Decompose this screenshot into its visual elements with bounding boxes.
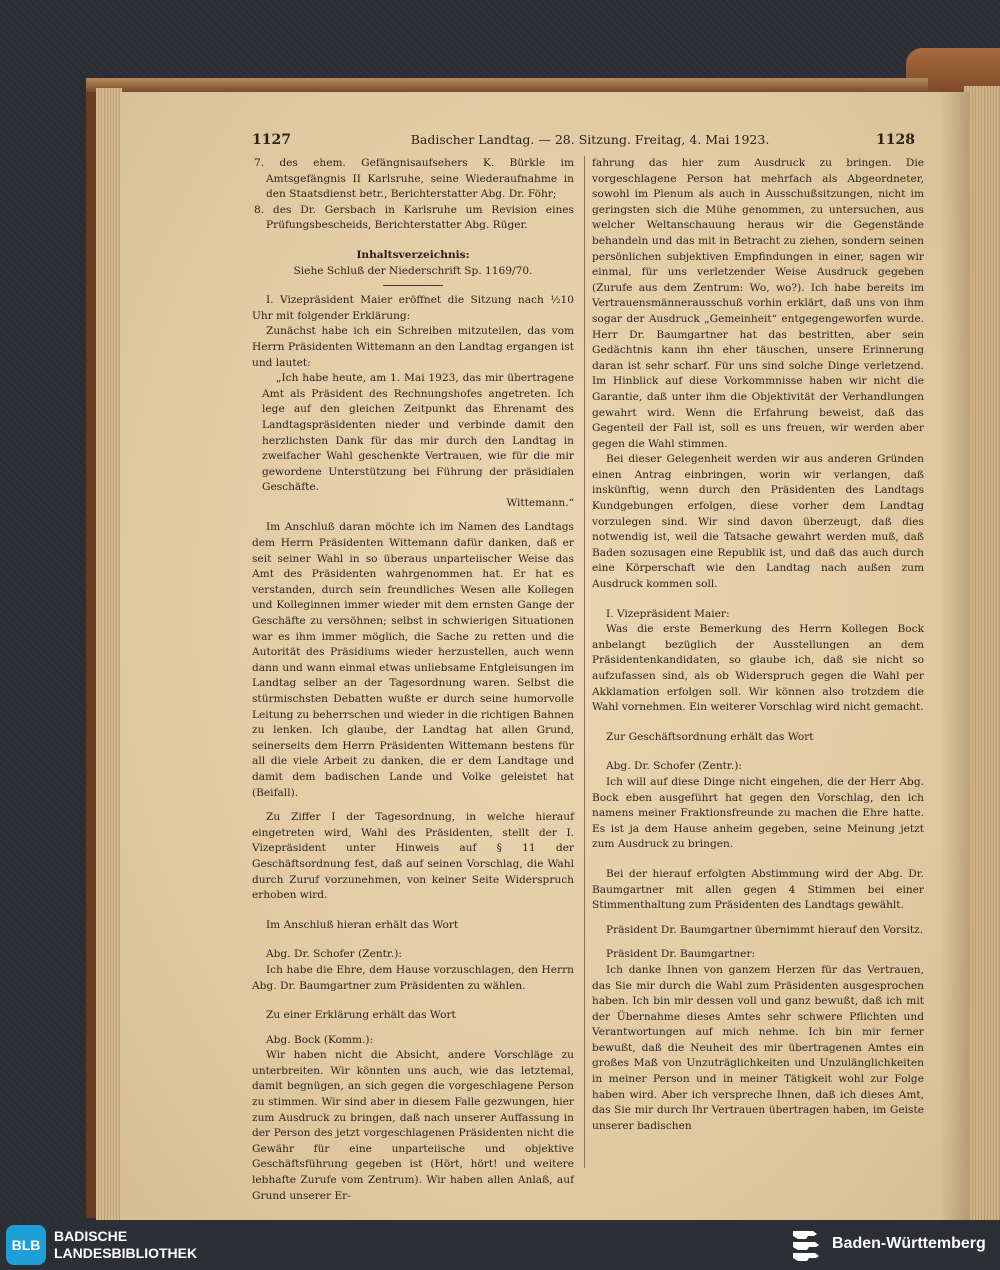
- page-stack-edge: [96, 88, 122, 1220]
- bock-statement-continued: fahrung das hier zum Ausdruck zu bringen. Die vorgeschlagene Person hat mehrfach als Abgeordneter, sowohl im Plenum als auch in Ausschußsitzungen, nicht im geringsten sich die Mühe genommen, zu untersuchen, aus welcher Weltanschauung heraus wir die Gegenstände behandeln und das mit in Betracht zu ziehen, sondern seinen persönlichen subjektiven Empfindungen in einer, sagen wir einmal, für uns verletzender Weise Ausdruck gegeben (Zurufe aus dem Zentrum: Wo, wo?). Ich habe bereits im Vertrauensmännerausschuß vorhin erklärt, daß uns von ihm sogar der Ausdruck „Gemeinheit“ entgegengeworfen wurde. Herr Dr. Baumgartner hat das bestritten, aber sein Gedächtnis kann ihn eher täuschen, unsere Erinnerung daran ist sehr scharf. Für uns sind solche Dinge verletzend. Im Hinblick auf diese Vorkommnisse haben wir nicht die Garantie, daß unter ihm die Objektivität der Verhandlungen gewahrt wird. Wenn die Erfahrung beweist, daß das Gegenteil der Fall ist, soll es uns freuen, wir werden aber gegen die Wahl stimmen.: [592, 157, 924, 450]
- bock-motion: Bei dieser Gelegenheit werden wir aus anderen Gründen einen Antrag einbringen, worin wir verlangen, daß inskünftig, wenn durch den Präsidenten des Landtags Kundgebungen erfolgen, diese vorher dem Landtag vorzulegen sind. Wir sind davon überzeugt, daß dies notwendig ist, weil die Tatsache gewahrt werden muß, daß Baden sozusagen eine Republik ist, und daß das auch durch eine Körperschaft wie den Landtag nach außen zum Ausdruck kommen soll.: [592, 453, 924, 591]
- speaker-maier: I. Vizepräsident Maier:: [606, 607, 730, 620]
- bock-statement: Wir haben nicht die Absicht, andere Vorschläge zu unterbreiten. Wir könnten uns auch, wie das letztemal, damit begnügen, an sich gegen die vorgeschlagene Person zu stimmen. Wir sind aber in diesem Falle gezwungen, hier zum Ausdruck zu bringen, daß nach unserer Auffassung in der Person des jetzt vorgeschlagenen Präsidenten nicht die Gewähr für eine unparteiische und objektive Geschäftsführung gegeben ist (Hört, hört! und weitere lebhafte Zurufe vom Zentrum). Wir haben allen Anlaß, auf Grund unserer Er-: [252, 1049, 574, 1202]
- schofer-proposal: Ich habe die Ehre, dem Hause vorzuschlagen, den Herrn Abg. Dr. Baumgartner zum Präsidenten zu wählen.: [252, 963, 574, 992]
- speaker-bock: Abg. Bock (Komm.):: [266, 1033, 374, 1046]
- bw-lions-icon: [790, 1227, 824, 1263]
- agenda-paragraph: Zu Ziffer I der Tagesordnung, in welche hierauf eingetreten wird, Wahl des Präsidenten, stellt der I. Vizepräsident unter Hinweis auf § 11 der Geschäftsordnung fest, daß auf seinen Vorschlag, die Wahl durch Zuruf vorzunehmen, von keiner Seite Widerspruch erhoben wird.: [252, 811, 574, 902]
- blb-logo[interactable]: [6, 1225, 46, 1265]
- blb-name[interactable]: [54, 1228, 197, 1262]
- toc-reference: Siehe Schluß der Niederschrift Sp. 1169/70.: [293, 264, 533, 277]
- running-header: [120, 132, 970, 152]
- book-page: [120, 92, 970, 1220]
- blb-name-line2: LANDESBIBLIOTHEK: [54, 1245, 198, 1261]
- blb-name-line1: BADISCHE: [54, 1228, 128, 1244]
- section-rule: [383, 285, 443, 286]
- right-column: [592, 156, 924, 1134]
- speaker-intro: Im Anschluß hieran erhält das Wort: [266, 918, 459, 931]
- petition-item-7: 7. des ehem. Gefängnisaufsehers K. Bürkle im Amtsgefängnis II Karlsruhe, seine Wiederaufnahme in den Staatsdienst betr., Berichterstatter Abg. Dr. Föhr;: [254, 157, 574, 201]
- page-number-right: 1128: [876, 132, 915, 148]
- bw-name[interactable]: Baden-Württemberg: [832, 1235, 986, 1252]
- order-of-business-intro: Zur Geschäftsordnung erhält das Wort: [606, 730, 814, 743]
- petition-item-8: 8. des Dr. Gersbach in Karlsruhe um Revision eines Prüfungsbescheids, Berichterstatter Abg. Rüger.: [254, 203, 574, 232]
- footer-bar: [0, 1220, 1000, 1270]
- chair-handover: Präsident Dr. Baumgartner übernimmt hierauf den Vorsitz.: [606, 923, 924, 936]
- letter-signature: Wittemann.“: [506, 496, 574, 509]
- speaker-baumgartner: Präsident Dr. Baumgartner:: [606, 948, 756, 961]
- left-column: [252, 156, 574, 1204]
- vote-result: Bei der hierauf erfolgten Abstimmung wird der Abg. Dr. Baumgartner mit allen gegen 4 Stimmen bei einer Stimmenthaltung zum Präsidenten des Landtags gewählt.: [592, 867, 924, 912]
- page-number-left: 1127: [252, 132, 291, 148]
- toc-heading: Inhaltsverzeichnis:: [356, 248, 470, 261]
- thanks-paragraph: Im Anschluß daran möchte ich im Namen des Landtags dem Herrn Präsidenten Wittemann dafür danken, daß er seit seiner Wahl in so überaus unparteiischer Weise das Amt des Präsidenten wahrgenommen hat. Er hat es verstanden, durch sein freundliches Wesen alle Kollegen und Kolleginnen immer wieder mit dem ernsten Gange der Geschäfte zu versöhnen; selbst in schwierigen Situationen war es ihm immer möglich, die Sache zu retten und die Autorität des Präsidiums wieder herzustellen, auch wenn dann und wann einmal etwas unliebsame Entgleisungen im Landtag selber an der Tagesordnung waren. Selbst die stürmischsten Debatten wußte er durch seine humorvolle Leitung zu beherrschen und wieder in die richtigen Bahnen zu lenken. Ich glaube, der Landtag hat allen Grund, seinerseits dem Herrn Präsidenten Wittemann bestens für all die viele Arbeit zu danken, die er dem Landtage und damit dem badischen Lande und Volke geleistet hat (Beifall).: [252, 521, 574, 799]
- blb-logo-text: BLB: [11, 1237, 41, 1253]
- book-cover-edge: [86, 78, 928, 92]
- speaker-schofer: Abg. Dr. Schofer (Zentr.):: [266, 948, 402, 961]
- schofer-reply: Ich will auf diese Dinge nicht eingehen, die der Herr Abg. Bock eben ausgeführt hat gegen den Vorschlag, den ich namens meiner Fraktionsfreunde zu machen die Ehre hatte. Es ist ja dem Hause anheim gegeben, seine Meinung jetzt zum Ausdruck zu bringen.: [592, 775, 924, 851]
- maier-response: Was die erste Bemerkung des Herrn Kollegen Bock anbelangt bezüglich der Ausstellungen an dem Präsidentenkandidaten, so glaube ich, daß sie nicht so aufzufassen sind, als ob Widerspruch gegen die Wahl per Akklamation erfolgen soll. Wir können also trotzdem die Wahl vornehmen. Ein weiterer Vorschlag wird nicht gemacht.: [592, 623, 924, 714]
- baumgartner-speech: Ich danke Ihnen von ganzem Herzen für das Vertrauen, das Sie mir durch die Wahl zum Präsidenten ausgesprochen haben. Ich bin mir dessen voll und ganz bewußt, daß ich mit der Übernahme dieses Amtes sehr schwere Pflichten und Verantwortungen auf mich nehme. Ich bin mir ferner bewußt, daß die Neuheit des mir übertragenen Amtes ein großes Maß von Unzuträglichkeiten und Unzulänglichkeiten in meiner Person und in meiner Tätigkeit wohl zur Folge haben wird. Aber ich verspreche Ihnen, daß ich dieses Amt, das Sie mir durch Ihr Vertrauen übertragen haben, im Geiste unserer badischen: [592, 963, 924, 1132]
- opening-statement: I. Vizepräsident Maier eröffnet die Sitzung nach ½10 Uhr mit folgender Erklärung:: [252, 294, 574, 322]
- column-divider: [584, 156, 585, 1168]
- running-title: Badischer Landtag. — 28. Sitzung. Freitag, 4. Mai 1923.: [410, 132, 770, 147]
- declaration-intro: Zu einer Erklärung erhält das Wort: [266, 1009, 456, 1022]
- speaker-schofer-2: Abg. Dr. Schofer (Zentr.):: [606, 760, 742, 773]
- letter-intro: Zunächst habe ich ein Schreiben mitzuteilen, das vom Herrn Präsidenten Wittemann an den Landtag ergangen ist und lautet:: [252, 325, 574, 369]
- letter-quote: „Ich habe heute, am 1. Mai 1923, das mir übertragene Amt als Präsident des Rechnungshofes angetreten. Ich lege auf den gleichen Zeitpunkt das Ehrenamt des Landtagspräsidenten nieder und verbinde damit den herzlichsten Dank für das mir durch den Landtag in zweifacher Wahl geschenkte Vertrauen, wie für die mir gewordene Unterstützung bei Führung der präsidialen Geschäfte.: [262, 372, 574, 494]
